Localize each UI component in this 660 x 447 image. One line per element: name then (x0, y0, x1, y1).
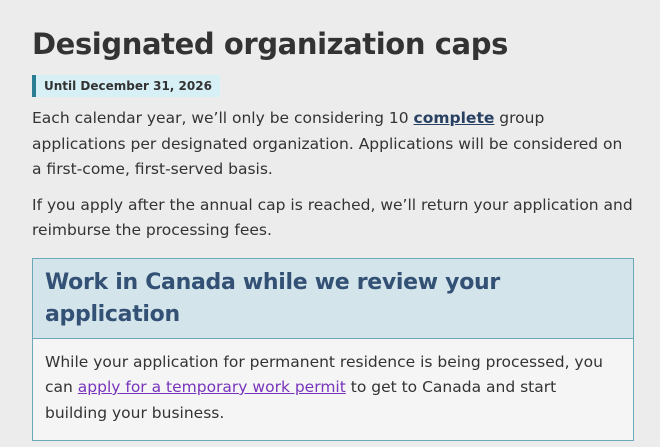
cap-paragraph (32, 106, 634, 183)
callout-header (33, 259, 633, 339)
cap-paragraph-text-start: Each calendar year, we’ll only be considering 10 (32, 109, 414, 127)
info-callout (32, 258, 634, 442)
callout-text-start: While your application for permanent residence is being processed, you can (45, 352, 603, 396)
cap-paragraph-text-end: group applications per designated organization. Applications will be considered on a first-come, first-served basis. (32, 109, 623, 178)
callout-title: Work in Canada while we review your application (45, 269, 500, 327)
callout-text-end: to get to Canada and start building your business. (45, 378, 557, 422)
return-paragraph: If you apply after the annual cap is reached, we’ll return your application and reimburse the processing fees. (32, 195, 633, 239)
complete-link[interactable]: complete (413, 109, 495, 127)
main-content (32, 24, 634, 441)
callout-paragraph (45, 350, 621, 427)
work-permit-link[interactable]: apply for a temporary work permit (77, 378, 346, 396)
date-label: Until December 31, 2026 (32, 75, 220, 97)
callout-body (33, 339, 633, 441)
section-heading: Designated organization caps (32, 27, 508, 61)
